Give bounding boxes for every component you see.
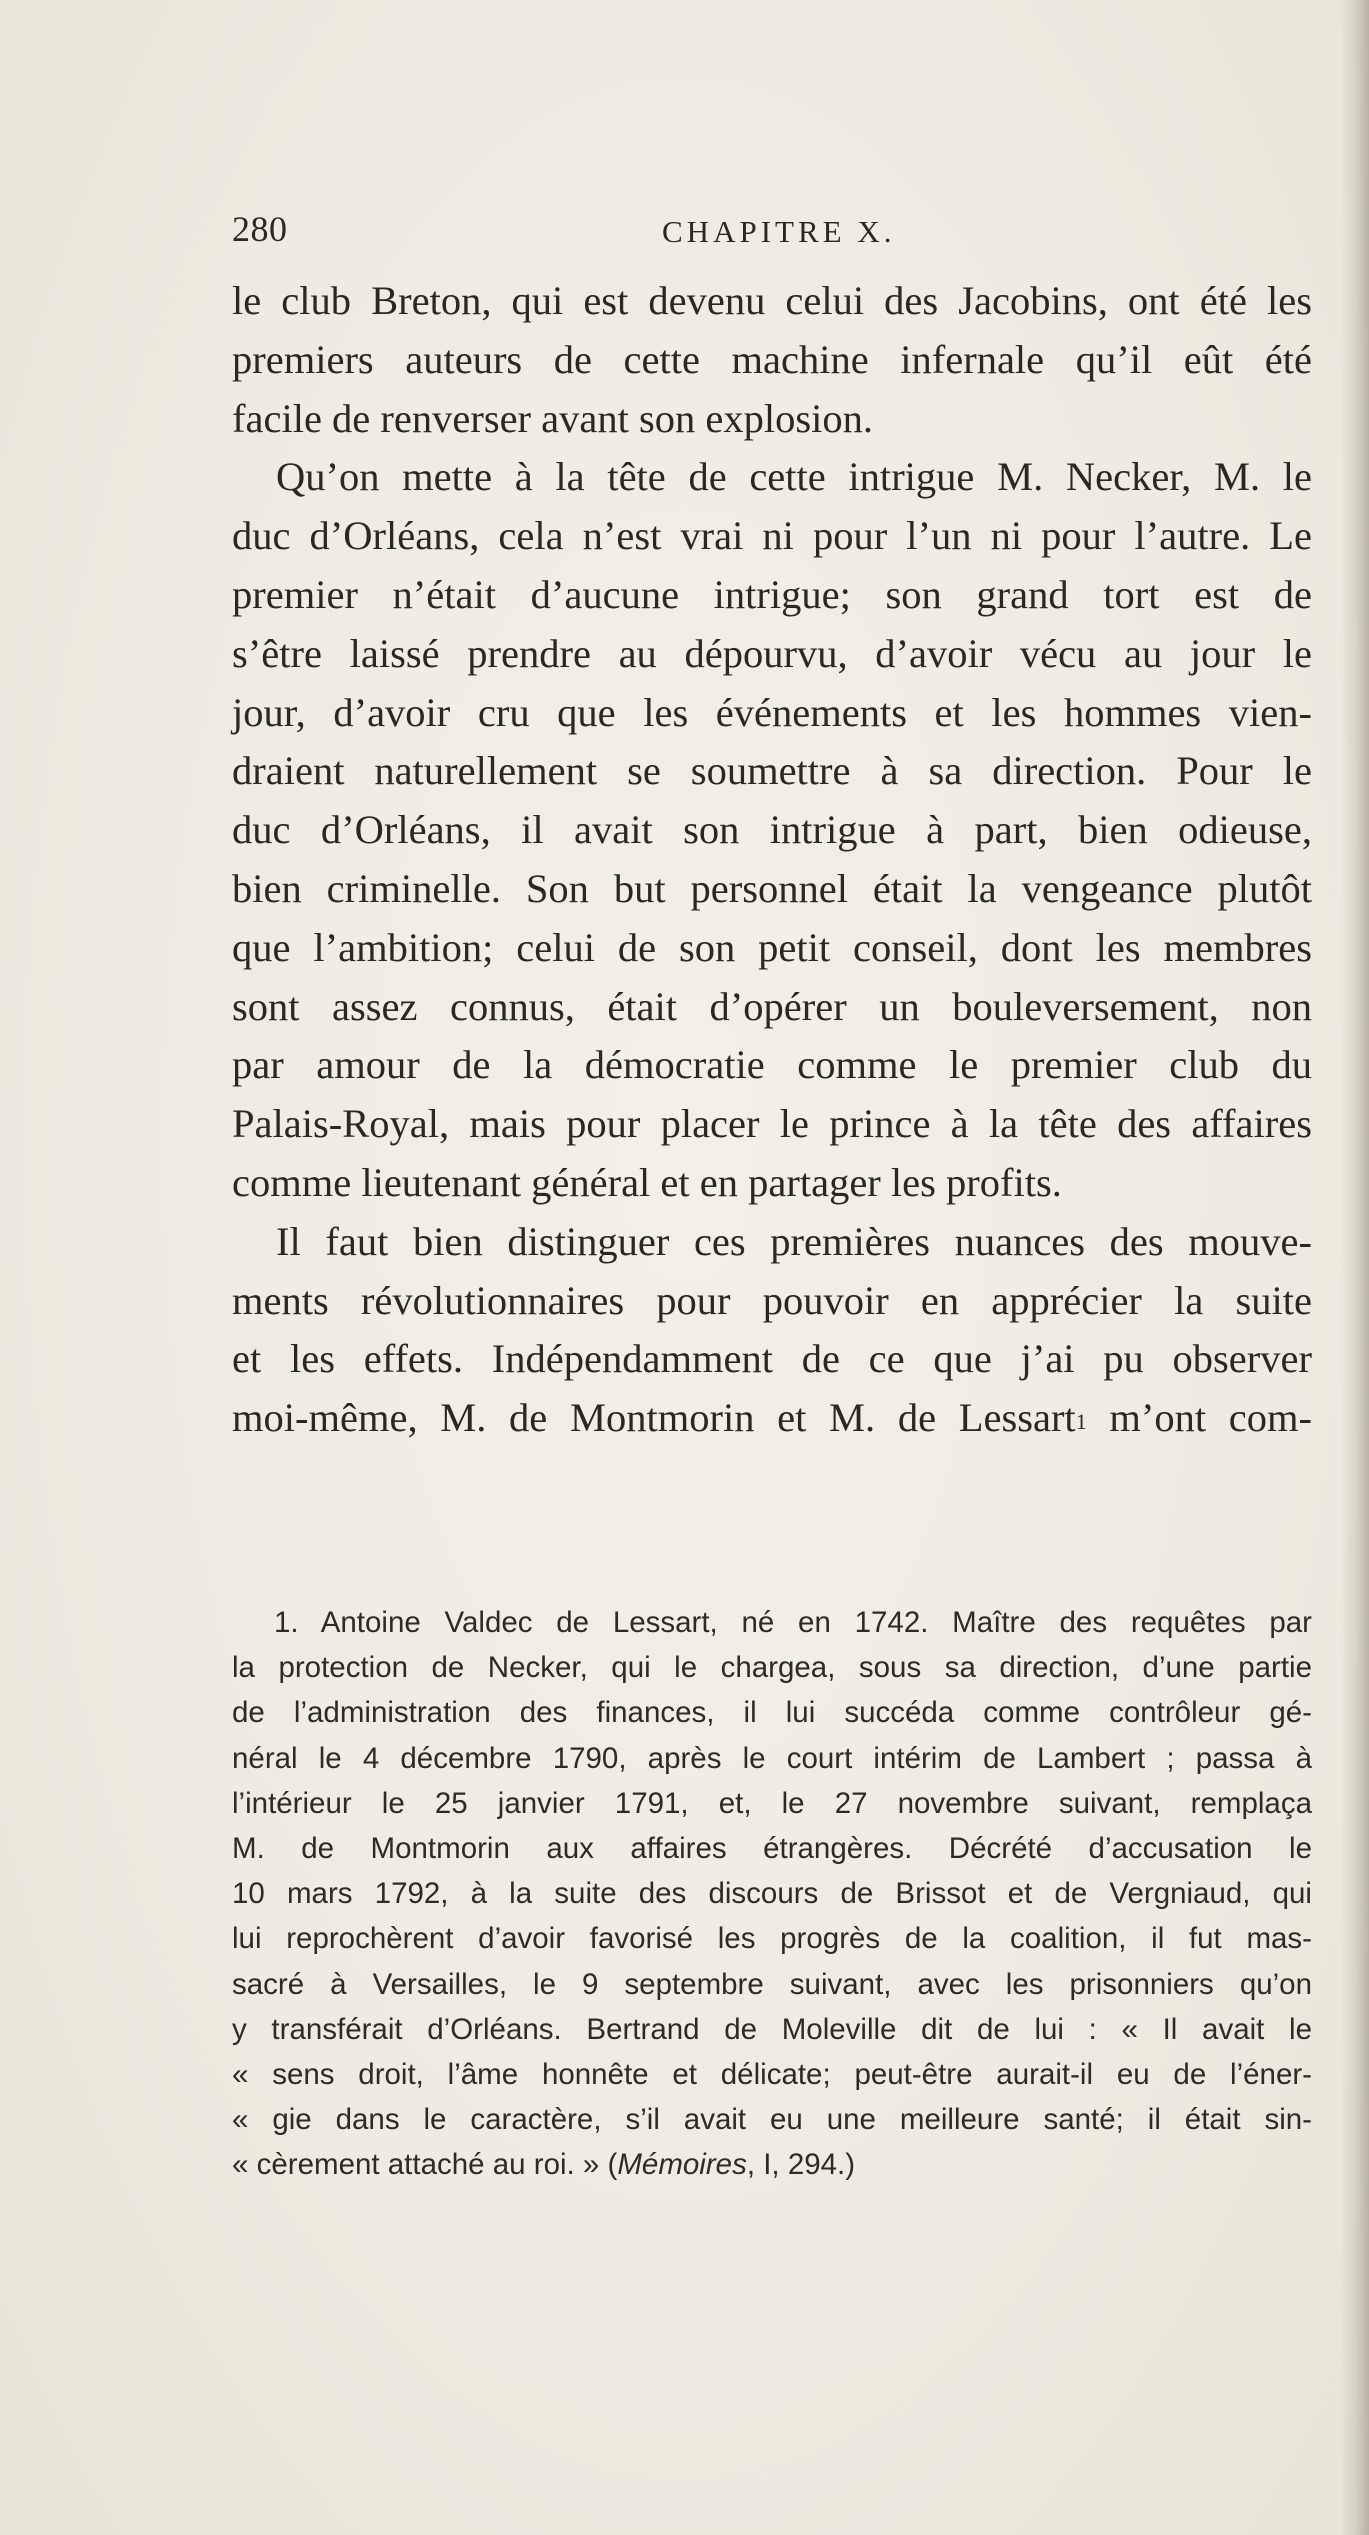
text-line: s’être laissé prendre au dépourvu, d’avoir vécu au jour le <box>232 630 1312 676</box>
main-text <box>232 272 1312 1448</box>
text-line: draient naturellement se soumettre à sa direction. Pour le <box>232 748 1312 794</box>
text-line: duc d’Orléans, cela n’est vrai ni pour l’un ni pour l’autre. Le <box>232 513 1312 559</box>
footnote-line: lui reprochèrent d’avoir favorisé les progrès de la coalition, il fut mas- <box>232 1922 1312 1956</box>
text-line: premiers auteurs de cette machine infernale qu’il eût été <box>232 336 1312 382</box>
text-segment: moi-même, M. de Montmorin et M. de Lessart <box>232 1395 1076 1441</box>
page-number: 280 <box>232 209 288 249</box>
text-line <box>232 1389 1312 1448</box>
text-line: que l’ambition; celui de son petit conseil, dont les membres <box>232 924 1312 970</box>
text-line: sont assez connus, était d’opérer un bouleversement, non <box>232 983 1312 1029</box>
footnote-line: « sens droit, l’âme honnête et délicate; peut-être aurait-il eu de l’éner- <box>232 2057 1312 2091</box>
text-line: Qu’on mette à la tête de cette intrigue M. Necker, M. le <box>276 454 1312 500</box>
text-line: ments révolutionnaires pour pouvoir en apprécier la suite <box>232 1277 1312 1323</box>
footnote-line: « gie dans le caractère, s’il avait eu une meilleure santé; il était sin- <box>232 2103 1312 2137</box>
text-segment: , I, 294.) <box>746 2148 856 2182</box>
text-segment: m’ont com- <box>1086 1395 1312 1441</box>
text-line: le club Breton, qui est devenu celui des Jacobins, ont été les <box>232 278 1312 323</box>
text-line: par amour de la démocratie comme le premier club du <box>232 1042 1312 1088</box>
footnote-line: néral le 4 décembre 1790, après le court intérim de Lambert ; passa à <box>232 1741 1312 1775</box>
footnote-line: sacré à Versailles, le 9 septembre suivant, avec les prisonniers qu’on <box>232 1967 1312 2001</box>
page-header <box>232 208 1312 268</box>
footnote <box>232 1600 1312 2187</box>
footnote-line: de l’administration des finances, il lui succéda comme contrôleur gé- <box>232 1696 1312 1730</box>
text-line: facile de renverser avant son explosion. <box>232 395 873 441</box>
running-head: CHAPITRE X. <box>662 214 896 249</box>
page-edge-shadow <box>1341 0 1369 2535</box>
text-line: comme lieutenant général et en partager les profits. <box>232 1159 1062 1205</box>
footnote-line: 1. Antoine Valdec de Lessart, né en 1742. Maître des requêtes par <box>274 1606 1312 1639</box>
footnote-line: y transférait d’Orléans. Bertrand de Moleville dit de lui : « Il avait le <box>232 2012 1312 2046</box>
text-line: et les effets. Indépendamment de ce que j’ai pu observer <box>232 1336 1312 1382</box>
footnote-reference[interactable]: 1 <box>1075 1409 1087 1435</box>
footnote-line <box>232 2142 1312 2187</box>
text-segment: « cèrement attaché au roi. » ( <box>232 2148 618 2182</box>
text-line: bien criminelle. Son but personnel était la vengeance plutôt <box>232 865 1312 911</box>
text-line: Palais-Royal, mais pour placer le prince à la tête des affaires <box>232 1101 1312 1147</box>
footnote-line: l’intérieur le 25 janvier 1791, et, le 27 novembre suivant, remplaça <box>232 1786 1312 1820</box>
work-title: Mémoires <box>617 2148 747 2182</box>
text-line: duc d’Orléans, il avait son intrigue à part, bien odieuse, <box>232 807 1312 853</box>
text-line: Il faut bien distinguer ces premières nuances des mouve- <box>276 1218 1312 1264</box>
footnote-line: la protection de Necker, qui le chargea, sous sa direction, d’une partie <box>232 1651 1312 1685</box>
text-line: jour, d’avoir cru que les événements et les hommes vien- <box>232 689 1312 735</box>
text-line: premier n’était d’aucune intrigue; son grand tort est de <box>232 571 1312 617</box>
footnote-line: M. de Montmorin aux affaires étrangères. Décrété d’accusation le <box>232 1831 1312 1865</box>
footnote-line: 10 mars 1792, à la suite des discours de Brissot et de Vergniaud, qui <box>232 1877 1312 1911</box>
